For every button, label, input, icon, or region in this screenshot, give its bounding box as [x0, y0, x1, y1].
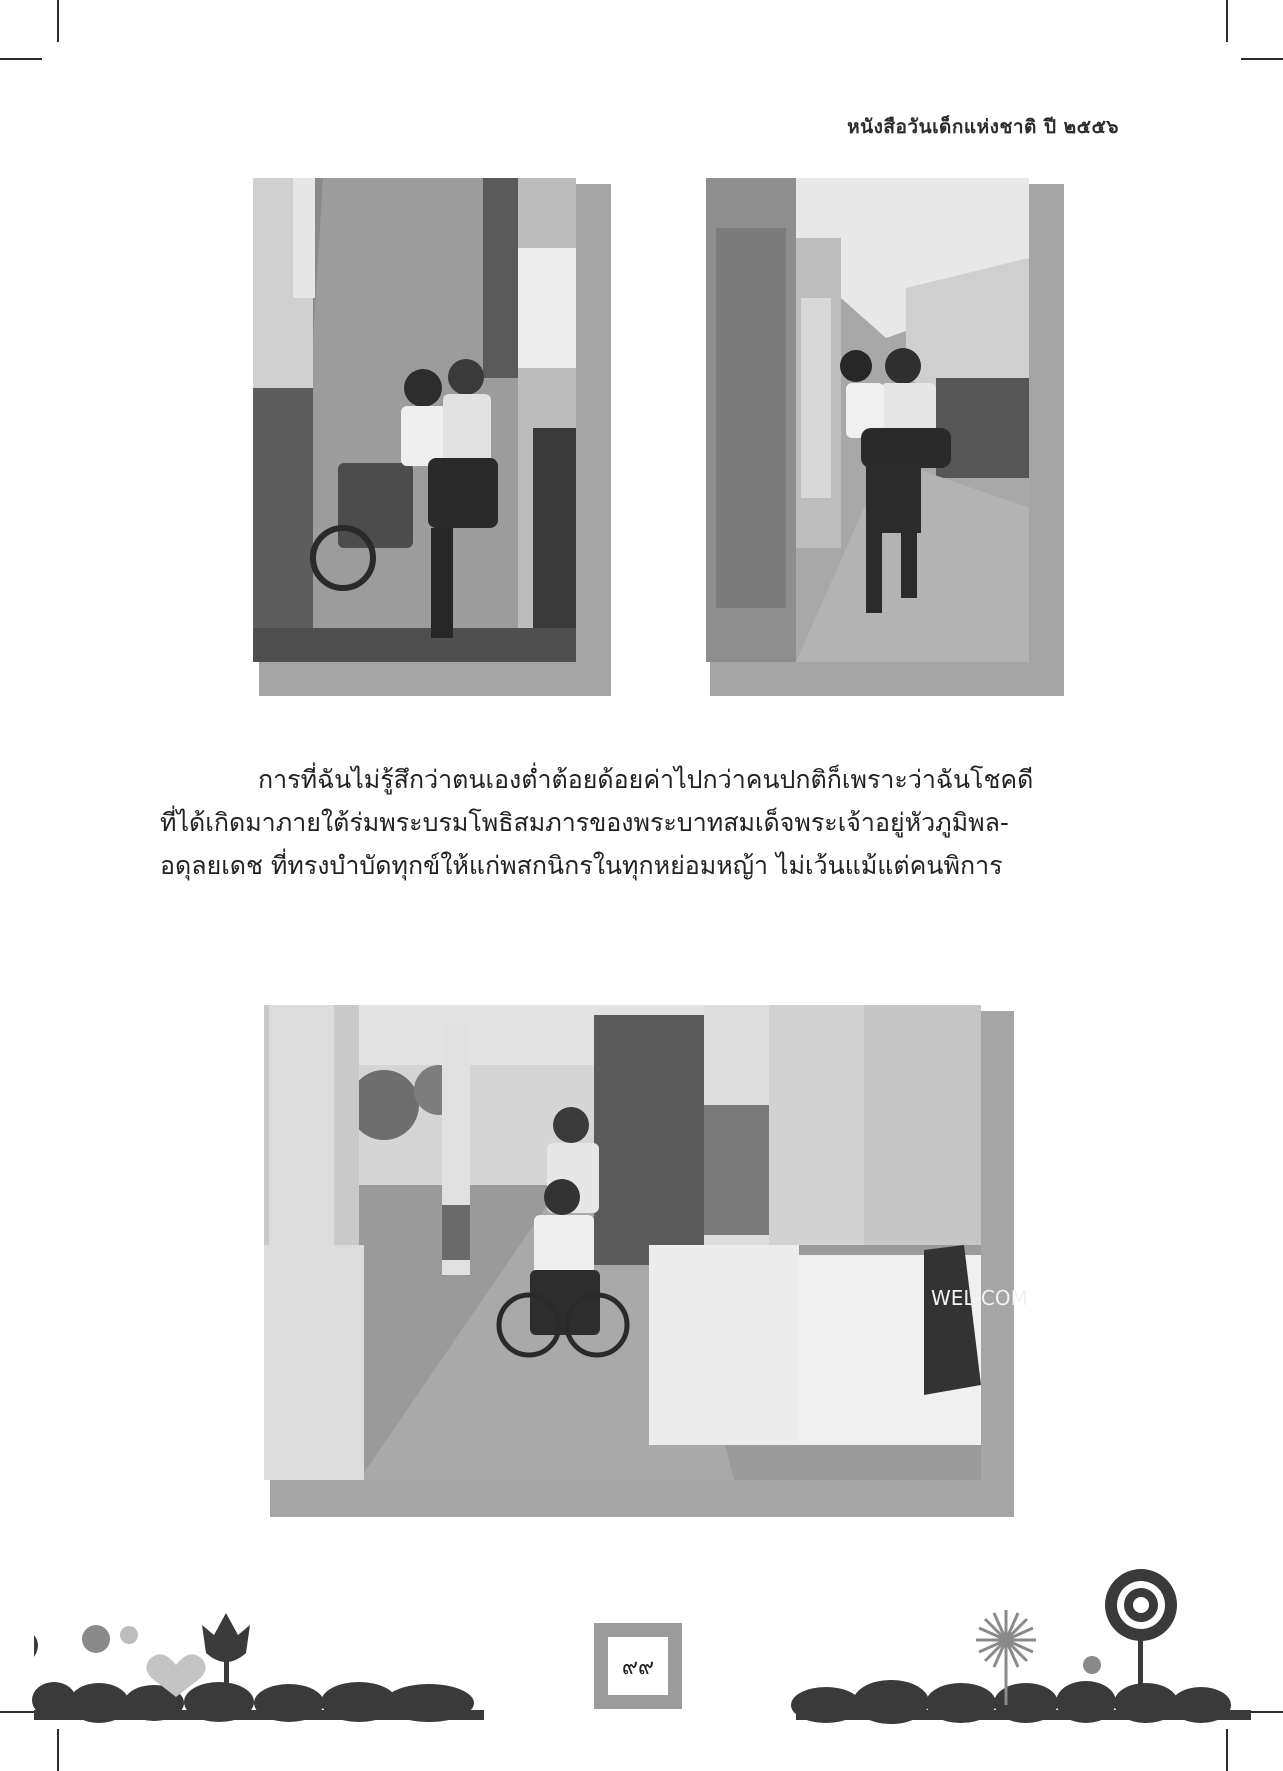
running-title: หนังสือวันเด็กแห่งชาติ ปี ๒๕๕๖	[847, 116, 1119, 138]
photo-top-left	[253, 178, 611, 696]
page-number: ๙๙	[608, 1637, 668, 1695]
hill-shapes	[32, 1682, 484, 1723]
sunflower-icon	[1105, 1569, 1177, 1705]
decoration-left	[34, 1605, 484, 1720]
photo-image	[253, 178, 576, 662]
crop-mark	[1226, 1729, 1228, 1771]
body-line: อดุลยเดช ที่ทรงบำบัดทุกข์ให้แก่พสกนิกรในทุกหย่อมหญ้า ไม่เว้นแม้แต่คนพิการ	[160, 851, 1003, 880]
crop-mark	[57, 1729, 59, 1771]
crop-mark	[57, 0, 59, 42]
crop-mark	[1241, 58, 1283, 60]
photo-top-right	[706, 178, 1064, 696]
crop-mark	[1226, 0, 1228, 42]
dot-icon	[82, 1625, 110, 1653]
decoration-right	[796, 1565, 1251, 1720]
page-number-frame	[594, 1623, 682, 1709]
body-paragraph	[160, 758, 1126, 887]
photo-image	[264, 1005, 1028, 1480]
photo-image	[706, 178, 1029, 662]
crop-mark	[0, 58, 42, 60]
welcome-sign-text: WEL COM	[931, 1286, 1028, 1310]
photo-bottom	[264, 1005, 1028, 1517]
leaf-icon	[34, 1635, 38, 1657]
dot-icon	[120, 1626, 138, 1644]
dot-icon	[1083, 1656, 1101, 1674]
body-line: การที่ฉันไม่รู้สึกว่าตนเองต่ำต้อยด้อยค่าไปกว่าคนปกติก็เพราะว่าฉันโชคดี	[258, 765, 1034, 794]
hill-shapes	[791, 1680, 1251, 1724]
body-line: ที่ได้เกิดมาภายใต้ร่มพระบรมโพธิสมภารของพระบาทสมเด็จพระเจ้าอยู่หัวภูมิพล-	[160, 808, 1009, 837]
